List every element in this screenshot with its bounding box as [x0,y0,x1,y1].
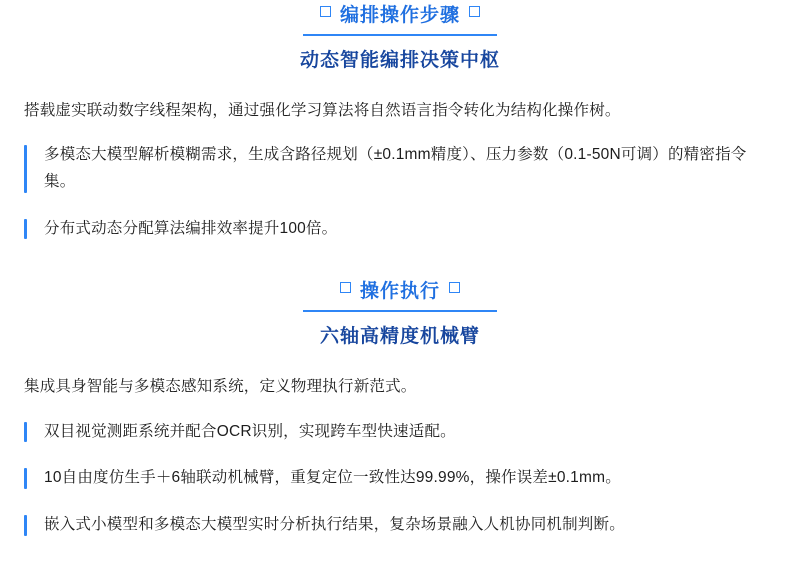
square-bullet-icon [320,6,331,17]
square-bullet-icon [449,282,460,293]
square-bullet-icon [340,282,351,293]
section-eyebrow [311,0,489,27]
section-lead-paragraph: 搭载虚实联动数字线程架构，通过强化学习算法将自然语言指令转化为结构化操作树。 [24,102,621,119]
list-item: 嵌入式小模型和多模态大模型实时分析执行结果，复杂场景融入人机协同机制判断。 [24,512,776,539]
bullet-list [24,142,776,242]
section-eyebrow-label: 操作执行 [359,281,440,303]
section-header [24,276,776,348]
bullet-list [24,419,776,539]
divider-rule [303,310,497,312]
list-item: 双目视觉测距系统并配合OCR识别，实现跨车型快速适配。 [24,419,776,446]
section-orchestration [24,0,776,242]
section-subtitle: 动态智能编排决策中枢 [299,50,500,71]
section-header [24,0,776,72]
section-subtitle: 六轴高精度机械臂 [319,326,480,348]
section-lead-paragraph: 集成具身智能与多模态感知系统，定义物理执行新范式。 [24,378,417,396]
list-item: 10自由度仿生手＋6轴联动机械臂，重复定位一致性达99.99%，操作误差±0.1mm。 [24,465,776,492]
list-item: 多模态大模型解析模糊需求，生成含路径规划（±0.1mm精度）、压力参数（0.1-50N可调）的精密指令集。 [24,142,776,195]
list-item: 分布式动态分配算法编排效率提升100倍。 [24,216,776,243]
section-execution [24,276,776,538]
section-eyebrow-label: 编排操作步骤 [339,5,460,26]
square-bullet-icon [469,6,480,17]
section-eyebrow [331,276,469,303]
divider-rule [303,34,497,36]
